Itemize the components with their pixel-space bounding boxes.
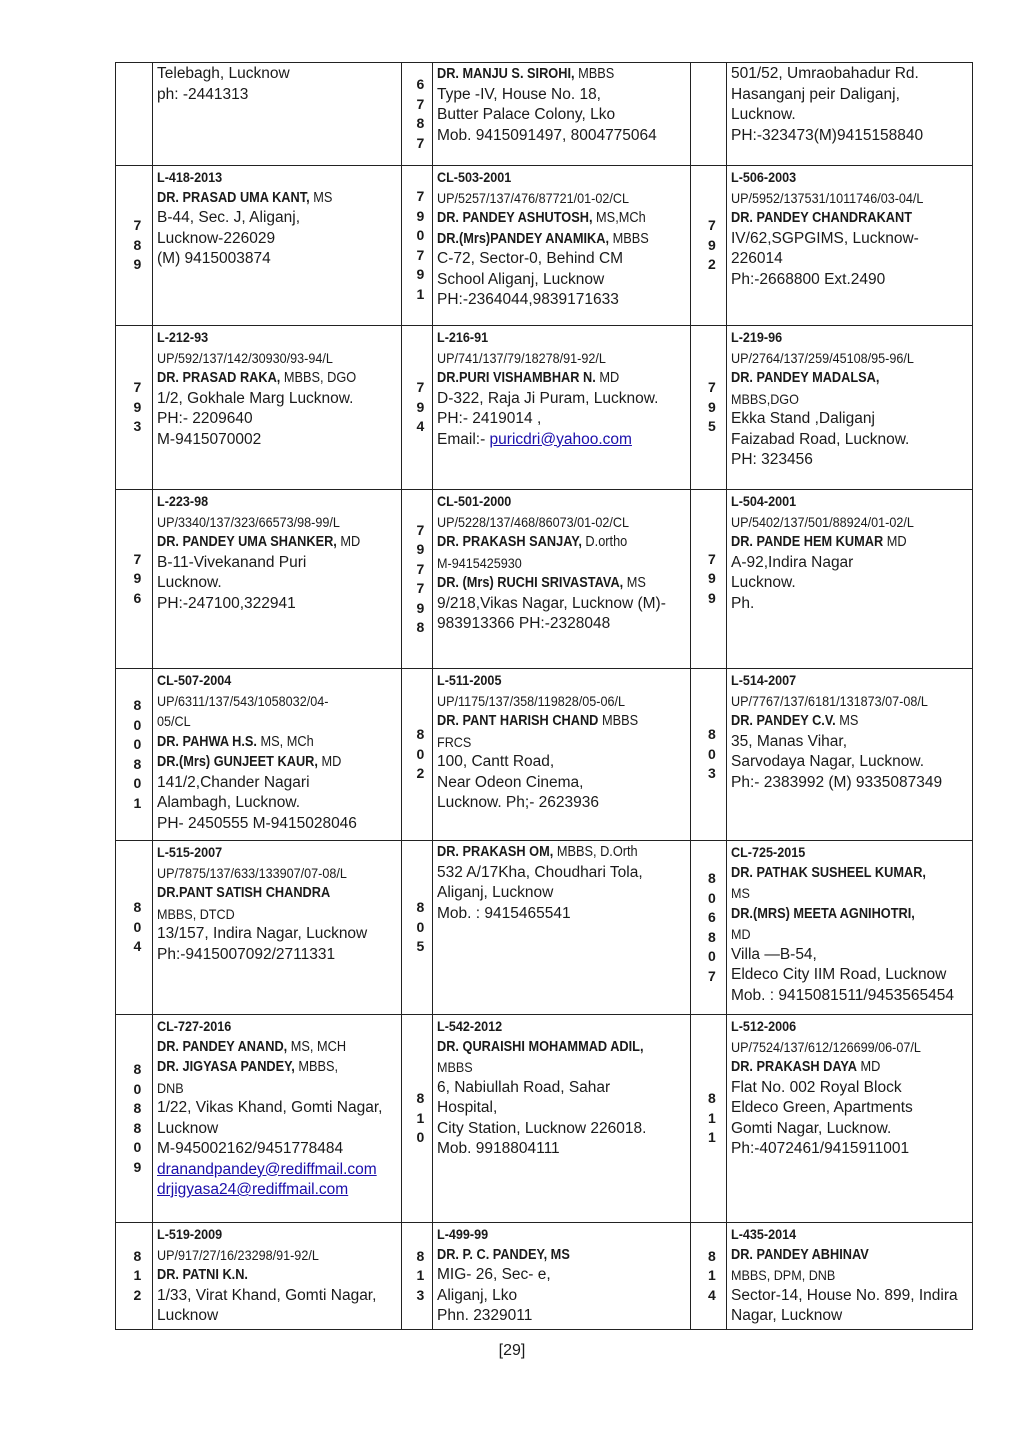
address-line: Hasanganj peir Daliganj, [731,85,900,103]
name-text: DR. PANDEY ASHUTOSH, [437,210,593,226]
doctor-name [731,1057,940,1078]
serial-number-cell [402,669,433,841]
email-line [157,1180,397,1201]
entry-cell [433,669,691,841]
degree-text: MS, MCh [256,733,314,750]
doctor-name [157,188,368,209]
address-line: 100, Cantt Road, [437,753,555,770]
table-row [116,841,973,1015]
serial-number: 799 [708,550,716,606]
degree-text: MBBS [609,230,649,247]
license-code: L-514-2007 [731,672,797,688]
registration-number: UP/7767/137/6181/131873/07-08/L [731,692,928,709]
degree-text: MS [623,575,646,591]
address-line: B-44, Sec. J, Aliganj, [157,209,301,226]
name-text: DR. PRAKASH OM, [437,844,554,860]
serial-number-cell [691,669,727,841]
degree-text: MD [595,370,620,386]
name-text: DR.(Mrs)PANDEY ANAMIKA, [437,230,610,247]
registration-number: UP/917/27/16/23298/91-92/L [157,1246,319,1263]
serial-number: 811 [708,1090,716,1146]
serial-number: 814 [708,1247,716,1303]
doctor-name [731,863,940,884]
serial-number-cell [691,63,727,166]
address-line: B-11-Vivekanand Puri [157,553,307,571]
name-text: DR. (Mrs) RUCHI SRIVASTAVA, [437,575,624,591]
table-row [116,326,973,490]
degree-text: MS [309,189,333,206]
degree-line: MD [731,926,751,942]
doctor-name [437,573,656,594]
serial-number-cell [116,1015,153,1223]
degree-text: MBBS [598,713,639,729]
serial-number: 803 [708,726,716,782]
doctor-name [437,368,656,389]
address-line: Sarvodaya Nagar, Lucknow. [731,753,925,770]
entry-cell [153,841,402,1015]
address-line: Hospital, [437,1099,498,1116]
name-text: DR.PURI VISHAMBHAR N. [437,370,596,386]
license-code: L-212-93 [157,329,209,345]
address-line: School Aliganj, Lucknow [437,270,605,288]
address-line: Type -IV, House No. 18, [437,85,601,103]
address-line: Mob. 9918804111 [437,1140,560,1157]
name-text: DR.(MRS) MEETA AGNIHOTRI, [731,905,915,922]
name-text: DR. MANJU S. SIROHI, [437,66,575,82]
serial-number: 810 [416,1090,425,1146]
license-code: L-223-98 [157,493,209,509]
doctor-name [157,368,368,389]
table-row [116,490,973,669]
page-number: [29] [498,1342,526,1359]
license-code: L-504-2001 [731,493,797,509]
entry-cell [727,1223,973,1330]
serial-number-cell [691,1223,727,1330]
degree-line: DNB [157,1079,184,1096]
entry-cell [727,166,973,326]
doctor-name [157,532,368,553]
serial-number-cell [402,490,433,669]
degree-text: MBBS [574,66,615,82]
serial-number-cell [402,63,433,166]
name-text: DR. JIGYASA PANDEY, [157,1059,295,1075]
address-line: PH:-323473(M)9415158840 [731,126,924,144]
serial-number-cell [402,1223,433,1330]
table-row [116,1223,973,1330]
serial-number: 804 [133,899,142,955]
degree-line: MS [731,885,750,901]
serial-number-cell [402,166,433,326]
serial-number: 812 [133,1247,142,1303]
serial-number: 790791 [416,188,425,302]
doctor-name [731,368,940,389]
doctor-name [437,711,656,732]
entry-cell [153,669,402,841]
address-line: A-92,Indira Nagar [731,553,854,571]
email-link[interactable]: drjigyasa24@rediffmail.com [157,1181,349,1198]
serial-number-cell [116,841,153,1015]
doctor-name [437,532,656,553]
registration-number: UP/5257/137/476/87721/01-02/CL [437,189,629,206]
address-line: Ph:-2668800 Ext.2490 [731,270,886,288]
license-code: L-216-91 [437,329,489,345]
name-text: DR. PRAKASH DAYA [731,1059,857,1075]
address-line: Mob. : 9415465541 [437,904,571,922]
degree-line: MBBS,DGO [731,390,799,407]
entry-cell [727,63,973,166]
license-code: L-512-2006 [731,1018,797,1034]
address-line: Flat No. 002 Royal Block [731,1078,902,1096]
name-text: DR. PANDEY ABHINAV [731,1246,869,1263]
name-text: DR. PANT HARISH CHAND [437,713,599,729]
address-line: PH: 323456 [731,451,813,468]
license-code: L-435-2014 [731,1226,797,1242]
table-row [116,63,973,166]
serial-number: 805 [416,899,425,955]
address-line: Ph:- 2383992 (M) 9335087349 [731,773,943,791]
address-line: Sector-14, House No. 899, Indira [731,1286,958,1304]
serial-number: 808809 [133,1061,142,1175]
license-code: L-511-2005 [437,672,502,688]
entry-cell [433,166,691,326]
doctor-name [437,1037,656,1058]
registration-number: UP/7524/137/612/126699/06-07/L [731,1038,921,1055]
address-line: Butter Palace Colony, Lko [437,106,616,123]
address-line: Ph. [731,594,755,612]
address-line: Nagar, Lucknow [731,1307,843,1324]
degree-text: MBBS, DGO [280,370,357,386]
address-line: Alambagh, Lucknow. [157,794,301,811]
address-line: (M) 9415003874 [157,250,271,267]
license-code: L-418-2013 [157,169,223,185]
doctor-name [157,883,368,904]
address-line: C-72, Sector-0, Behind CM [437,250,624,267]
address-line: 13/157, Indira Nagar, Lucknow [157,925,368,942]
registration-number-cont: 05/CL [157,713,191,729]
registration-number: UP/7875/137/633/133907/07-08/L [157,864,347,881]
name-text: DR. PATHAK SUSHEEL KUMAR, [731,864,926,881]
license-code: L-219-96 [731,329,783,345]
mobile-line: M-9415425930 [437,554,522,571]
degree-text: MD [317,754,342,770]
name-text: DR. PANDEY CHANDRAKANT [731,210,913,226]
email-label: Email:- [437,430,490,448]
address-line: Lucknow-226029 [157,229,276,247]
email-link[interactable]: puricdri@yahoo.com [489,430,632,448]
registration-number: UP/5952/137531/1011746/03-04/L [731,189,924,206]
degree-text: D.ortho [581,534,628,550]
registration-number: UP/5228/137/468/86073/01-02/CL [437,513,629,530]
doctor-name [157,1037,368,1058]
doctor-name [731,208,940,229]
degree-line: MBBS, DPM, DNB [731,1267,836,1283]
license-code: CL-727-2016 [157,1018,232,1034]
entry-cell [153,63,402,166]
license-code: L-499-99 [437,1226,489,1242]
entry-cell [433,490,691,669]
entry-cell [433,63,691,166]
doctor-directory-table [115,62,973,1330]
name-text: DR. PANDE HEM KUMAR [731,534,884,550]
address-line: Lucknow. [731,574,796,591]
registration-number: UP/3340/137/323/66573/98-99/L [157,513,340,530]
address-line: Aliganj, Lucknow [437,884,554,901]
serial-number-cell [116,490,153,669]
serial-number-cell [116,669,153,841]
degree-text: MD [883,534,907,550]
doctor-name [731,904,940,925]
table-row [116,166,973,326]
doctor-name [731,532,940,553]
email-line [157,1160,397,1181]
registration-number: UP/741/137/79/18278/91-92/L [437,349,606,366]
address-line: 6, Nabiullah Road, Sahar [437,1078,611,1096]
serial-number: 797798 [416,521,425,635]
address-line: PH:- 2209640 [157,410,253,427]
name-text: DR. PANDEY UMA SHANKER, [157,534,337,550]
address-line: Villa —B-54, [731,945,817,963]
address-line: Aliganj, Lko [437,1286,518,1304]
entry-cell [433,326,691,490]
address-line: Faizabad Road, Lucknow. [731,430,910,448]
degree-text: MS, MCH [287,1038,347,1055]
entry-cell [433,1015,691,1223]
serial-number-cell [691,166,727,326]
address-line: 9/218,Vikas Nagar, Lucknow (M)- [437,594,666,612]
address-line: Near Odeon Cinema, [437,773,584,791]
address-line: M-9415070002 [157,430,262,448]
address-line: PH- 2450555 M-9415028046 [157,814,357,832]
name-text: DR. PANDEY MADALSA, [731,370,880,386]
degree-line: MBBS [437,1059,473,1075]
serial-number-cell [116,326,153,490]
address-line: PH:- 2419014 , [437,410,542,427]
address-line: 141/2,Chander Nagari [157,773,310,791]
license-code: L-542-2012 [437,1018,503,1034]
entry-cell [153,490,402,669]
address-line: Lucknow. [157,574,222,591]
serial-number: 792 [708,217,716,273]
serial-number: 794 [416,379,425,435]
entry-cell [153,326,402,490]
address-line: Telebagh, Lucknow [157,65,290,82]
entry-cell [153,1223,402,1330]
license-code: L-506-2003 [731,169,797,185]
address-line: M-945002162/9451778484 [157,1140,344,1157]
serial-number-cell [402,841,433,1015]
license-code: CL-501-2000 [437,493,512,509]
doctor-name [731,1245,940,1266]
registration-number: UP/5402/137/501/88924/01-02/L [731,513,914,530]
address-line: 532 A/17Kha, Choudhari Tola, [437,863,643,881]
serial-number: 795 [708,379,716,435]
directory-body [116,63,973,1330]
address-line: PH:-247100,322941 [157,594,296,612]
doctor-name [157,732,368,753]
serial-number-cell [402,1015,433,1223]
doctor-name [157,752,368,773]
address-line: Lucknow [157,1307,219,1324]
address-line: D-322, Raja Ji Puram, Lucknow. [437,389,659,407]
serial-number: 6787 [416,76,425,151]
address-line: Ekka Stand ,Daliganj [731,410,875,427]
doctor-name [157,1265,368,1286]
license-code: CL-503-2001 [437,169,512,185]
entry-cell [727,326,973,490]
name-text: DR. P. C. PANDEY, MS [437,1246,570,1263]
name-text: DR. PRASAD RAKA, [157,370,281,386]
serial-number-cell [116,63,153,166]
email-link[interactable]: dranandpandey@rediffmail.com [157,1160,377,1178]
address-line: ph: -2441313 [157,85,249,103]
registration-number: UP/1175/137/358/119828/05-06/L [437,692,626,709]
doctor-name [437,842,656,863]
entry-cell [153,166,402,326]
address-line: 1/2, Gokhale Marg Lucknow. [157,389,354,407]
doctor-name [157,1057,368,1078]
degree-text: MS,MCh [592,210,646,226]
doctor-name [437,1245,656,1266]
table-row [116,669,973,841]
address-line: Lucknow [157,1119,219,1137]
doctor-name [437,229,656,250]
address-line: Eldeco Green, Apartments [731,1099,913,1116]
serial-number-cell [691,326,727,490]
table-row [116,1015,973,1223]
name-text: DR. PAHWA H.S. [157,733,257,750]
address-line: City Station, Lucknow 226018. [437,1119,647,1137]
degree-line: MBBS, DTCD [157,905,235,922]
address-line: 501/52, Umraobahadur Rd. [731,65,919,82]
registration-number: UP/2764/137/259/45108/95-96/L [731,349,914,366]
degree-text: MBBS, [294,1059,339,1075]
entry-cell [727,841,973,1015]
address-line: Mob. 9415091497, 8004775064 [437,126,657,144]
license-code: L-519-2009 [157,1226,223,1242]
address-line: Ph:-9415007092/2711331 [157,945,336,963]
address-line: 35, Manas Vihar, [731,732,848,750]
name-text: DR.PANT SATISH CHANDRA [157,885,331,901]
address-line: Lucknow. [731,106,796,123]
degree-text: MS [835,713,859,729]
degree-text: MD [856,1059,881,1075]
doctor-name [437,208,656,229]
address-line: 1/33, Virat Khand, Gomti Nagar, [157,1286,377,1304]
serial-number-cell [691,1015,727,1223]
doctor-name [437,64,656,85]
entry-cell [727,1015,973,1223]
entry-cell [153,1015,402,1223]
name-text: DR. PANDEY C.V. [731,713,836,729]
name-text: DR. PATNI K.N. [157,1267,248,1283]
address-line: PH:-2364044,9839171633 [437,291,619,308]
name-text: DR. PANDEY ANAND, [157,1038,288,1055]
name-text: DR. PRAKASH SANJAY, [437,534,582,550]
degree-line: FRCS [437,733,472,750]
entry-cell [433,1223,691,1330]
address-line: MIG- 26, Sec- e, [437,1266,551,1283]
address-line: Lucknow. Ph;- 2623936 [437,794,600,811]
address-line: 1/22, Vikas Khand, Gomti Nagar, [157,1099,383,1116]
address-line: 983913366 PH:-2328048 [437,615,611,632]
entry-cell [433,841,691,1015]
name-text: DR. QURAISHI MOHAMMAD ADIL, [437,1038,644,1055]
address-line: Phn. 2329011 [437,1307,533,1324]
serial-number-cell [116,166,153,326]
serial-number: 793 [133,379,142,435]
registration-number: UP/592/137/142/30930/93-94/L [157,349,333,366]
serial-number: 796 [133,550,142,606]
address-line: Mob. : 9415081511/9453565454 [731,986,954,1004]
serial-number-cell [116,1223,153,1330]
address-line: 226014 [731,250,783,267]
serial-number: 800801 [133,697,142,811]
degree-text: MBBS, D.Orth [553,844,638,860]
license-code: L-515-2007 [157,844,223,860]
license-code: CL-507-2004 [157,672,232,688]
address-line: Gomti Nagar, Lucknow. [731,1119,892,1137]
serial-number-cell [402,326,433,490]
serial-number-cell [691,490,727,669]
registration-number: UP/6311/137/543/1058032/04- [157,692,329,709]
name-text: DR. PRASAD UMA KANT, [157,189,310,206]
entry-cell [727,669,973,841]
serial-number: 802 [416,726,425,782]
serial-number: 813 [416,1247,425,1303]
entry-cell [727,490,973,669]
address-line: Eldeco City IIM Road, Lucknow [731,966,947,983]
name-text: DR.(Mrs) GUNJEET KAUR, [157,754,318,770]
address-line: IV/62,SGPGIMS, Lucknow- [731,229,919,247]
serial-number-cell [691,841,727,1015]
serial-number: 806807 [708,870,716,984]
doctor-name [731,711,940,732]
email-line [437,430,686,451]
serial-number: 789 [133,217,142,273]
address-line: Ph:-4072461/9415911001 [731,1140,910,1157]
degree-text: MD [336,534,361,550]
license-code: CL-725-2015 [731,844,806,860]
